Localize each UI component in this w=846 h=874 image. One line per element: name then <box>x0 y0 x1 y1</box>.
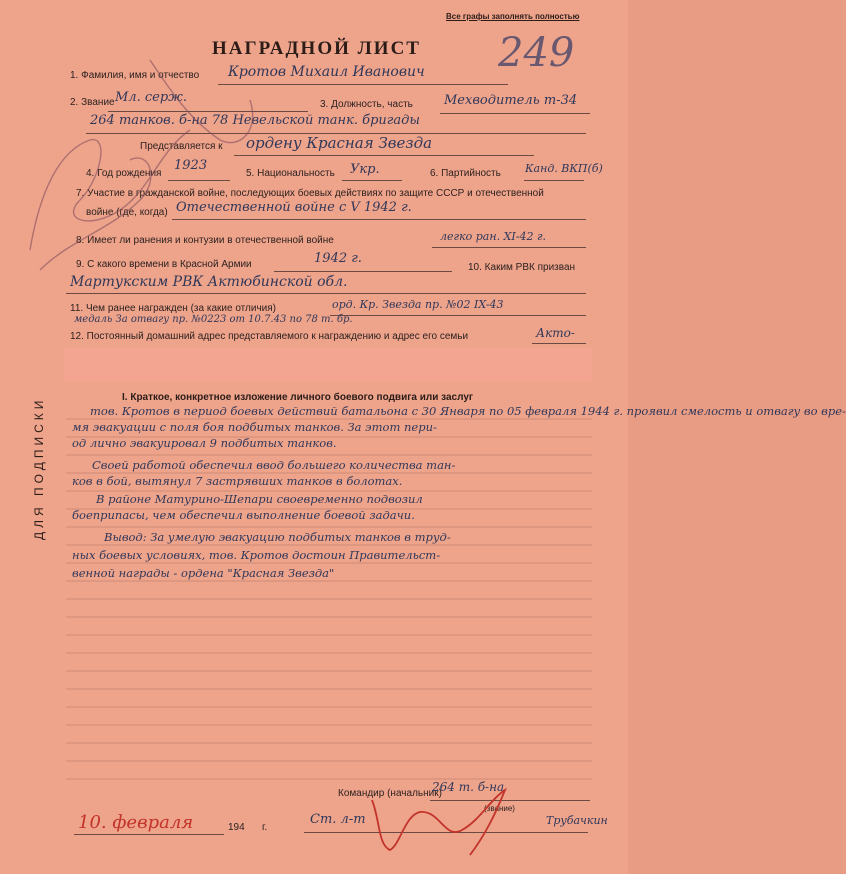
field-1-label: 1. Фамилия, имя и отчество <box>70 70 200 81</box>
field-11-label: 11. Чем ранее награжден (за какие отличия) <box>70 303 276 314</box>
registration-number: 249 <box>498 30 575 76</box>
field-10-value: Мартукским РВК Актюбинской обл. <box>70 274 348 290</box>
field-11-value-a: орд. Кр. Звезда пр. №02 IX-43 <box>332 298 504 311</box>
side-label-text: ДЛЯ ПОДПИСКИ <box>32 396 46 540</box>
field-2-label: 2. Звание <box>70 97 115 108</box>
section-1-line: тов. Кротов в период боевых действий батальона с 30 Января по 05 февраля 1944 г. проявил смелость и отвагу во вре- <box>90 404 846 418</box>
section-1-line: В районе Матурино-Шепари своевременно подвозил <box>96 492 423 506</box>
section-1-line: боеприпасы, чем обеспечил выполнение боевой задачи. <box>72 508 415 522</box>
field-2-value: Мл. серж. <box>115 90 188 105</box>
signer-name: Трубачкин <box>546 814 608 827</box>
date-year-prefix: 194 <box>228 822 245 833</box>
fill-all-fields-note: Все графы заполнять полностью <box>446 12 580 21</box>
section-1-line: венной награды - ордена "Красная Звезда" <box>72 566 335 580</box>
section-1-line: ных боевых условиях, тов. Кротов достоин Правительст- <box>72 548 441 562</box>
field-12-value: Акто- <box>536 326 575 340</box>
pencil-resolution-scribble <box>30 60 253 270</box>
field-4-value: 1923 <box>174 158 208 173</box>
field-3-label: 3. Должность, часть <box>320 99 413 110</box>
field-3-value: Мехводитель т-34 <box>444 93 578 108</box>
commander-value: 264 т. б-на <box>432 780 505 794</box>
field-7-label-b: войне (где, когда) <box>86 207 168 218</box>
section-1-title: I. Краткое, конкретное изложение личного боевого подвига или заслуг <box>122 392 474 403</box>
field-10-label: 10. Каким РВК призван <box>468 262 576 273</box>
section-1-line: Вывод: За умелую эвакуацию подбитых танков в труд- <box>104 530 451 544</box>
field-11-value-b: медаль За отвагу пр. №0223 от 10.7.43 по 78 т. бр. <box>74 314 353 325</box>
commander-label: Командир (начальник) <box>338 788 442 799</box>
represented-value: ордену Красная Звезда <box>246 134 433 152</box>
field-6-label: 6. Партийность <box>430 168 501 179</box>
section-1-line: ков в бой, вытянул 7 застрявших танков в болотах. <box>72 474 403 488</box>
field-9-label: 9. С какого времени в Красной Армии <box>76 259 252 270</box>
rank-value: Ст. л-т <box>310 812 366 827</box>
date-day: 10. февраля <box>78 812 194 833</box>
represented-label: Представляется к <box>140 141 223 152</box>
field-8-label: 8. Имеет ли ранения и контузии в отечественной войне <box>76 235 334 246</box>
rank-label: (звание) <box>484 804 515 813</box>
red-signature <box>372 790 505 855</box>
field-6-value: Канд. ВКП(б) <box>525 162 603 175</box>
date-year-suffix: г. <box>262 822 268 833</box>
section-1-line: мя эвакуации с поля боя подбитых танков. За этот пери- <box>72 420 437 434</box>
section-1-line: од лично эвакуировал 9 подбитых танков. <box>72 436 337 450</box>
field-1-value: Кротов Михаил Иванович <box>228 64 425 80</box>
field-4-label: 4. Год рождения <box>86 168 162 179</box>
document-title: НАГРАДНОЙ ЛИСТ <box>212 38 421 59</box>
field-7-label-a: 7. Участие в гражданской войне, последующих боевых действиях по защите СССР и отечественной <box>76 188 544 199</box>
section-1-line: Своей работой обеспечил ввод большего количества тан- <box>92 458 456 472</box>
field-7-value: Отечественной войне с V 1942 г. <box>176 200 412 215</box>
section-rule-lines <box>66 419 592 779</box>
field-8-value: легко ран. XI-42 г. <box>440 230 547 243</box>
field-12-label: 12. Постоянный домашний адрес представляемого к награждению и адрес его семьи <box>70 331 469 342</box>
field-5-label: 5. Национальность <box>246 168 335 179</box>
field-9-value: 1942 г. <box>314 251 362 266</box>
field-3-value-2: 264 танков. б-на 78 Невельской танк. бригады <box>90 113 420 128</box>
field-5-value: Укр. <box>350 162 380 177</box>
